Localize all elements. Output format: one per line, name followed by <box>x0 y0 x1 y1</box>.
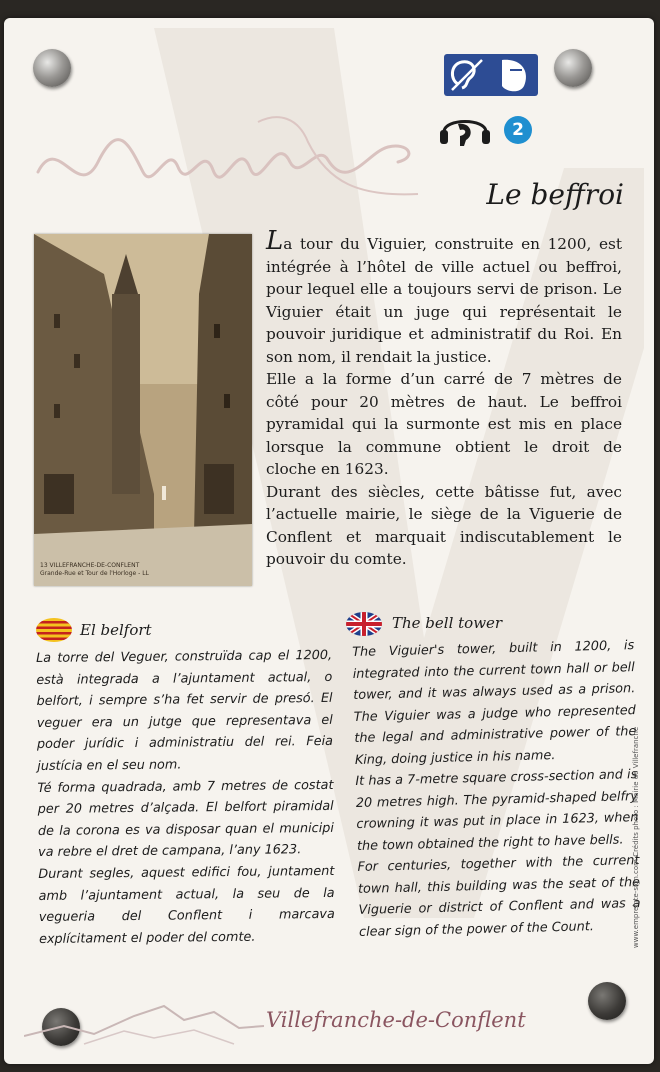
catalan-paragraph: Durant segles, aquest edifici fou, juntament amb l’ajuntament actual, la seu de la vegueria del Conflent i marcava explícitament el poder del comte. <box>38 863 335 947</box>
drop-cap: L <box>266 226 284 256</box>
english-text <box>352 635 641 943</box>
audio-guide-icon <box>438 112 492 148</box>
photo-credit: www.empreinte-sign.com Crédits photo : Mairie de Villefranche <box>632 726 640 948</box>
catalan-section-title: El belfort <box>80 621 152 639</box>
english-paragraph: It has a 7-metre square cross-section and is 20 metres high. The pyramid-shaped belfry crowning it was put in place in 1623, when the town obtained the right to have bells. <box>355 767 639 854</box>
page-title: Le beffroi <box>486 178 624 211</box>
english-section-title: The bell tower <box>392 614 503 632</box>
audio-guide-number: 2 <box>504 116 532 144</box>
french-text <box>266 226 622 571</box>
mounting-screw <box>588 982 626 1020</box>
uk-flag-icon <box>346 612 382 636</box>
french-paragraph: Durant des siècles, cette bâtisse fut, avec l’actuelle mairie, le siège de la Viguerie de Conflent et marquait indiscutablement le pouvoir du comte. <box>266 482 622 568</box>
town-name: Villefranche-de-Conflent <box>266 1008 526 1032</box>
catalan-paragraph: La torre del Veguer, construïda cap el 1200, està integrada a l’ajuntament actual, o belfort, i sempre s’ha fet servir de presó. El veguer era un jutge que representava el poder jurídic i administratiu del rei. Feia justícia en el seu nom. <box>36 647 334 774</box>
french-paragraph: La tour du Viguier, construite en 1200, est intégrée à l’hôtel de ville actuel ou beffroi, pour lequel elle a toujours servi de prison. Le Viguier était un juge qui représentait le pouvoir juridique et administratif du Roi. En son nom, il rendait la justice. <box>266 226 622 366</box>
visually-impaired-icon <box>492 56 534 94</box>
historic-signature-graphic <box>28 102 428 222</box>
catalan-flag-icon <box>36 618 72 642</box>
historic-postcard-photo <box>34 234 252 586</box>
catalan-paragraph: Té forma quadrada, amb 7 metres de costat per 20 metres d’alçada. El belfort piramidal de la corona es va disposar quan el municipi va rebre el dret de campana, l’any 1623. <box>37 777 334 861</box>
mounting-screw <box>554 49 592 87</box>
mounting-screw <box>33 49 71 87</box>
information-sign <box>4 18 654 1064</box>
french-paragraph: Elle a la forme d’un carré de 7 mètres de côté pour 20 mètres de haut. Le beffroi pyramidal qui la surmonte est mis en place lorsque la commune obtient le droit de cloche en 1623. <box>266 370 622 478</box>
photo-caption: 13 VILLEFRANCHE-DE-CONFLENT Grande-Rue et Tour de l'Horloge - LL <box>40 562 149 577</box>
catalan-text <box>36 645 335 950</box>
english-paragraph: The Viguier's tower, built in 1200, is integrated into the current town hall or bell tower, and it was always used as a prison. The Viguier was a judge who represented the legal and administrative power of the King, doing justice in his name. <box>352 638 637 768</box>
mountain-outline-graphic <box>24 986 264 1046</box>
english-paragraph: For centuries, together with the current town hall, this building was the seat of the Viguerie or district of Conflent and was a clear sign of the power of the Count. <box>357 853 641 940</box>
accessibility-icons <box>444 54 538 96</box>
